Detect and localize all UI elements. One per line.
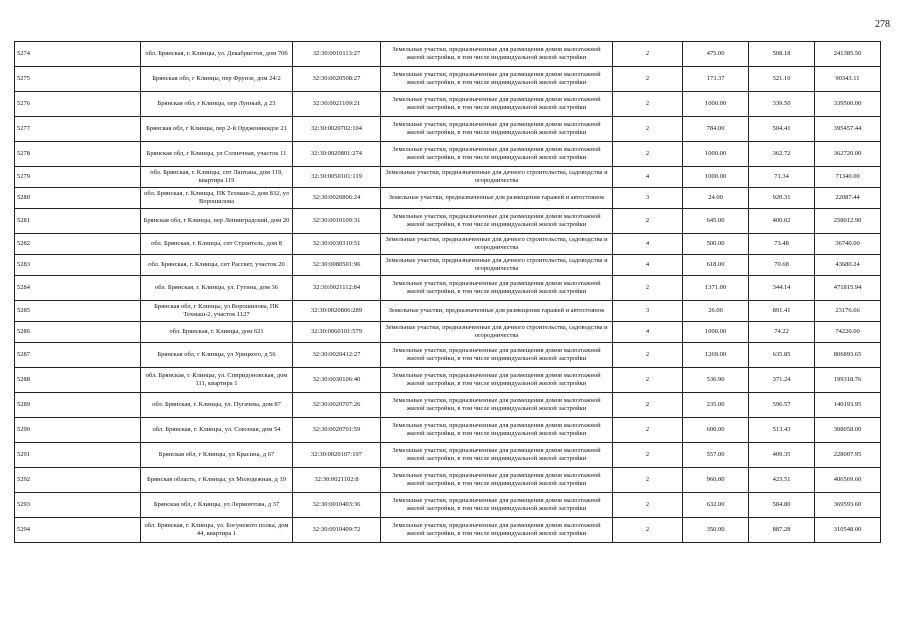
land-use-cell: Земельные участки, предназначенные для дачного строительства, садоводства и огородничества xyxy=(381,255,613,276)
cadastral-value-cell: 90343.11 xyxy=(815,67,881,92)
land-use-cell: Земельные участки, предназначенные для размещения домов малоэтажной жилой застройки, в том числе индивидуальной жилой застройки xyxy=(381,92,613,117)
land-use-cell: Земельные участки, предназначенные для дачного строительства, садоводства и огородничества xyxy=(381,322,613,343)
cadastral-number-cell: 32:30:0020701:59 xyxy=(293,418,381,443)
cadastral-number-cell: 32:30:0060101:579 xyxy=(293,322,381,343)
land-use-cell: Земельные участки, предназначенные для размещения домов малоэтажной жилой застройки, в том числе индивидуальной жилой застройки xyxy=(381,493,613,518)
area-cell: 235.00 xyxy=(683,393,749,418)
address-cell: обл. Брянская, г. Клинцы, снт Лантана, дом 119, квартира 119 xyxy=(141,167,293,188)
address-cell: обл. Брянская, г. Клинцы, ул. Спиридоновская, дом 111, квартира 1 xyxy=(141,368,293,393)
cadastral-value-cell: 310548.00 xyxy=(815,518,881,543)
cadastral-value-cell: 43680.24 xyxy=(815,255,881,276)
cadastral-number-cell: 32:30:0021102:8 xyxy=(293,468,381,493)
land-use-cell: Земельные участки, предназначенные для размещения домов малоэтажной жилой застройки, в том числе индивидуальной жилой застройки xyxy=(381,343,613,368)
area-cell: 1000.00 xyxy=(683,167,749,188)
row-number: 5280 xyxy=(15,188,141,209)
address-cell: обл. Брянская, г. Клинцы, ул. Пугачева, дом 87 xyxy=(141,393,293,418)
table-row xyxy=(15,493,881,518)
address-cell: Брянская обл, г Клинцы, ул Урицкого, д 56 xyxy=(141,343,293,368)
table-row xyxy=(15,42,881,67)
group-cell: 2 xyxy=(613,518,683,543)
specific-value-cell: 344.14 xyxy=(749,276,815,301)
land-use-cell: Земельные участки, предназначенные для дачного строительства, садоводства и огородничества xyxy=(381,167,613,188)
row-number: 5291 xyxy=(15,443,141,468)
specific-value-cell: 400.02 xyxy=(749,209,815,234)
cadastral-value-cell: 241385.50 xyxy=(815,42,881,67)
address-cell: Брянская обл, г Клинцы, пер Фрунзе, дом 24/2 xyxy=(141,67,293,92)
group-cell: 2 xyxy=(613,42,683,67)
area-cell: 536.90 xyxy=(683,368,749,393)
row-number: 5274 xyxy=(15,42,141,67)
area-cell: 1000.00 xyxy=(683,322,749,343)
group-cell: 2 xyxy=(613,67,683,92)
area-cell: 1269.00 xyxy=(683,343,749,368)
cadastral-number-cell: 32:30:0010109:31 xyxy=(293,209,381,234)
cadastral-value-cell: 74220.00 xyxy=(815,322,881,343)
cadastral-value-cell: 36740.00 xyxy=(815,234,881,255)
area-cell: 632.00 xyxy=(683,493,749,518)
address-cell: Брянская область, г Клинцы, ул Молодежная, д 19 xyxy=(141,468,293,493)
row-number: 5277 xyxy=(15,117,141,142)
cadastral-number-cell: 32:30:0080501:96 xyxy=(293,255,381,276)
area-cell: 1000.00 xyxy=(683,92,749,117)
row-number: 5275 xyxy=(15,67,141,92)
area-cell: 173.37 xyxy=(683,67,749,92)
cadastral-value-cell: 71340.00 xyxy=(815,167,881,188)
area-cell: 618.00 xyxy=(683,255,749,276)
specific-value-cell: 423.51 xyxy=(749,468,815,493)
table-row xyxy=(15,322,881,343)
area-cell: 557.00 xyxy=(683,443,749,468)
group-cell: 4 xyxy=(613,167,683,188)
row-number: 5286 xyxy=(15,322,141,343)
cadastral-number-cell: 32:30:0020412:27 xyxy=(293,343,381,368)
land-use-cell: Земельные участки, предназначенные для размещения гаражей и автостоянок xyxy=(381,301,613,322)
row-number: 5282 xyxy=(15,234,141,255)
specific-value-cell: 74.22 xyxy=(749,322,815,343)
address-cell: обл. Брянская, г. Клинцы, дом 621 xyxy=(141,322,293,343)
land-use-cell: Земельные участки, предназначенные для размещения домов малоэтажной жилой застройки, в том числе индивидуальной жилой застройки xyxy=(381,209,613,234)
cadastral-value-cell: 199318.76 xyxy=(815,368,881,393)
group-cell: 2 xyxy=(613,209,683,234)
area-cell: 784.00 xyxy=(683,117,749,142)
area-cell: 350.00 xyxy=(683,518,749,543)
specific-value-cell: 73.48 xyxy=(749,234,815,255)
table-row xyxy=(15,255,881,276)
cadastral-value-cell: 395457.44 xyxy=(815,117,881,142)
table-row xyxy=(15,443,881,468)
group-cell: 2 xyxy=(613,468,683,493)
land-use-cell: Земельные участки, предназначенные для размещения домов малоэтажной жилой застройки, в том числе индивидуальной жилой застройки xyxy=(381,117,613,142)
address-cell: обл. Брянская, г. Клинцы, ул. Богунского полка, дом 44, квартира 1 xyxy=(141,518,293,543)
cadastral-number-cell: 32:30:0020806:289 xyxy=(293,301,381,322)
address-cell: Брянская обл, г Клинцы, ул Солнечная, участок 11 xyxy=(141,142,293,167)
cadastral-value-cell: 22087.44 xyxy=(815,188,881,209)
group-cell: 2 xyxy=(613,493,683,518)
row-number: 5279 xyxy=(15,167,141,188)
specific-value-cell: 70.68 xyxy=(749,255,815,276)
specific-value-cell: 513.43 xyxy=(749,418,815,443)
cadastral-value-cell: 140193.95 xyxy=(815,393,881,418)
land-use-cell: Земельные участки, предназначенные для размещения гаражей и автостоянок xyxy=(381,188,613,209)
specific-value-cell: 887.28 xyxy=(749,518,815,543)
area-cell: 475.00 xyxy=(683,42,749,67)
table-row xyxy=(15,276,881,301)
address-cell: Брянская обл, г Клинцы, ул Красина, д 67 xyxy=(141,443,293,468)
row-number: 5290 xyxy=(15,418,141,443)
group-cell: 2 xyxy=(613,92,683,117)
land-use-cell: Земельные участки, предназначенные для размещения домов малоэтажной жилой застройки, в том числе индивидуальной жилой застройки xyxy=(381,276,613,301)
address-cell: Брянская обл, г Клинцы, пер Лунный, д 23 xyxy=(141,92,293,117)
group-cell: 2 xyxy=(613,343,683,368)
table-row xyxy=(15,142,881,167)
table-row xyxy=(15,117,881,142)
group-cell: 3 xyxy=(613,301,683,322)
row-number: 5287 xyxy=(15,343,141,368)
table-row xyxy=(15,468,881,493)
cadastral-number-cell: 32:30:0010403:36 xyxy=(293,493,381,518)
land-use-cell: Земельные участки, предназначенные для размещения домов малоэтажной жилой застройки, в том числе индивидуальной жилой застройки xyxy=(381,42,613,67)
table-row xyxy=(15,209,881,234)
area-cell: 1000.00 xyxy=(683,142,749,167)
row-number: 5281 xyxy=(15,209,141,234)
row-number: 5283 xyxy=(15,255,141,276)
specific-value-cell: 920.31 xyxy=(749,188,815,209)
land-use-cell: Земельные участки, предназначенные для размещения домов малоэтажной жилой застройки, в том числе индивидуальной жилой застройки xyxy=(381,418,613,443)
land-use-cell: Земельные участки, предназначенные для размещения домов малоэтажной жилой застройки, в том числе индивидуальной жилой застройки xyxy=(381,518,613,543)
cadastral-number-cell: 32:30:0021109:21 xyxy=(293,92,381,117)
group-cell: 2 xyxy=(613,276,683,301)
cadastral-number-cell: 32:30:0010113:27 xyxy=(293,42,381,67)
cadastral-number-cell: 32:30:0020806:24 xyxy=(293,188,381,209)
cadastral-value-cell: 308058.00 xyxy=(815,418,881,443)
specific-value-cell: 504.41 xyxy=(749,117,815,142)
area-cell: 600.00 xyxy=(683,418,749,443)
specific-value-cell: 635.85 xyxy=(749,343,815,368)
address-cell: обл. Брянская, г. Клинцы, снт Строитель, дом 8 xyxy=(141,234,293,255)
address-cell: Брянская обл, г Клинцы, пер 2-й Орджоникидзе 21 xyxy=(141,117,293,142)
cadastral-value-cell: 23176.66 xyxy=(815,301,881,322)
cadastral-number-cell: 32:30:0020107:197 xyxy=(293,443,381,468)
table-row xyxy=(15,418,881,443)
row-number: 5288 xyxy=(15,368,141,393)
address-cell: обл. Брянская, г. Клинцы, ул. Союзная, дом 54 xyxy=(141,418,293,443)
address-cell: обл. Брянская, г. Клинцы, ул. Гутина, дом 36 xyxy=(141,276,293,301)
specific-value-cell: 596.57 xyxy=(749,393,815,418)
group-cell: 2 xyxy=(613,393,683,418)
area-cell: 645.00 xyxy=(683,209,749,234)
cadastral-number-cell: 32:30:0020702:104 xyxy=(293,117,381,142)
area-cell: 1371.00 xyxy=(683,276,749,301)
cadastral-number-cell: 32:30:0010409:72 xyxy=(293,518,381,543)
row-number: 5293 xyxy=(15,493,141,518)
table-row xyxy=(15,92,881,117)
group-cell: 2 xyxy=(613,142,683,167)
area-cell: 24.00 xyxy=(683,188,749,209)
group-cell: 4 xyxy=(613,255,683,276)
address-cell: Брянская обл, г Клинцы, ул Ворошилова, ПК Техмаш-2, участок 1127 xyxy=(141,301,293,322)
cadastral-value-cell: 406569.60 xyxy=(815,468,881,493)
table-row xyxy=(15,343,881,368)
address-cell: обл. Брянская, г. Клинцы, снт Рассвет, участок 20 xyxy=(141,255,293,276)
row-number: 5292 xyxy=(15,468,141,493)
group-cell: 2 xyxy=(613,443,683,468)
area-cell: 500.00 xyxy=(683,234,749,255)
table-row xyxy=(15,518,881,543)
group-cell: 4 xyxy=(613,322,683,343)
land-use-cell: Земельные участки, предназначенные для размещения домов малоэтажной жилой застройки, в том числе индивидуальной жилой застройки xyxy=(381,142,613,167)
row-number: 5278 xyxy=(15,142,141,167)
row-number: 5285 xyxy=(15,301,141,322)
cadastral-value-cell: 369593.60 xyxy=(815,493,881,518)
table-row xyxy=(15,167,881,188)
land-use-cell: Земельные участки, предназначенные для размещения домов малоэтажной жилой застройки, в том числе индивидуальной жилой застройки xyxy=(381,443,613,468)
cadastral-number-cell: 32:30:0020707:26 xyxy=(293,393,381,418)
cadastral-value-cell: 362720.00 xyxy=(815,142,881,167)
land-use-cell: Земельные участки, предназначенные для размещения домов малоэтажной жилой застройки, в том числе индивидуальной жилой застройки xyxy=(381,67,613,92)
specific-value-cell: 362.72 xyxy=(749,142,815,167)
cadastral-number-cell: 32:30:0050101:119 xyxy=(293,167,381,188)
address-cell: обл. Брянская, г. Клинцы, ПК Техмаш-2, дом 832, ул Ворошилова xyxy=(141,188,293,209)
cadastral-value-cell: 806893.65 xyxy=(815,343,881,368)
group-cell: 4 xyxy=(613,234,683,255)
area-cell: 26.00 xyxy=(683,301,749,322)
page-number: 278 xyxy=(875,19,890,30)
cadastral-value-cell: 228007.95 xyxy=(815,443,881,468)
area-cell: 960.00 xyxy=(683,468,749,493)
cadastral-value-cell: 258012.90 xyxy=(815,209,881,234)
specific-value-cell: 71.34 xyxy=(749,167,815,188)
specific-value-cell: 508.18 xyxy=(749,42,815,67)
cadastral-value-cell: 471815.94 xyxy=(815,276,881,301)
cadastral-number-cell: 32:30:0020801:274 xyxy=(293,142,381,167)
table-row xyxy=(15,393,881,418)
cadastral-value-cell: 339500.00 xyxy=(815,92,881,117)
group-cell: 2 xyxy=(613,117,683,142)
land-use-cell: Земельные участки, предназначенные для размещения домов малоэтажной жилой застройки, в том числе индивидуальной жилой застройки xyxy=(381,368,613,393)
group-cell: 2 xyxy=(613,368,683,393)
specific-value-cell: 521.10 xyxy=(749,67,815,92)
land-use-cell: Земельные участки, предназначенные для размещения домов малоэтажной жилой застройки, в том числе индивидуальной жилой застройки xyxy=(381,393,613,418)
table-row xyxy=(15,67,881,92)
specific-value-cell: 409.35 xyxy=(749,443,815,468)
address-cell: обл. Брянская, г. Клинцы, ул. Декабристов, дом 70б xyxy=(141,42,293,67)
table-row xyxy=(15,188,881,209)
table-row xyxy=(15,234,881,255)
group-cell: 3 xyxy=(613,188,683,209)
land-registry-table xyxy=(14,41,881,543)
table-row xyxy=(15,368,881,393)
specific-value-cell: 339.50 xyxy=(749,92,815,117)
land-use-cell: Земельные участки, предназначенные для дачного строительства, садоводства и огородничества xyxy=(381,234,613,255)
specific-value-cell: 371.24 xyxy=(749,368,815,393)
specific-value-cell: 891.41 xyxy=(749,301,815,322)
address-cell: Брянская обл, г Клинцы, ул Лермонтова, д 37 xyxy=(141,493,293,518)
specific-value-cell: 584.80 xyxy=(749,493,815,518)
row-number: 5294 xyxy=(15,518,141,543)
table-row xyxy=(15,301,881,322)
row-number: 5284 xyxy=(15,276,141,301)
row-number: 5276 xyxy=(15,92,141,117)
row-number: 5289 xyxy=(15,393,141,418)
land-use-cell: Земельные участки, предназначенные для размещения домов малоэтажной жилой застройки, в том числе индивидуальной жилой застройки xyxy=(381,468,613,493)
address-cell: Брянская обл, г Клинцы, пер Ленинградский, дом 20 xyxy=(141,209,293,234)
cadastral-number-cell: 32:30:0030310:51 xyxy=(293,234,381,255)
group-cell: 2 xyxy=(613,418,683,443)
cadastral-number-cell: 32:30:0020508:27 xyxy=(293,67,381,92)
cadastral-number-cell: 32:30:0021112:84 xyxy=(293,276,381,301)
cadastral-number-cell: 32:30:0030106:40 xyxy=(293,368,381,393)
